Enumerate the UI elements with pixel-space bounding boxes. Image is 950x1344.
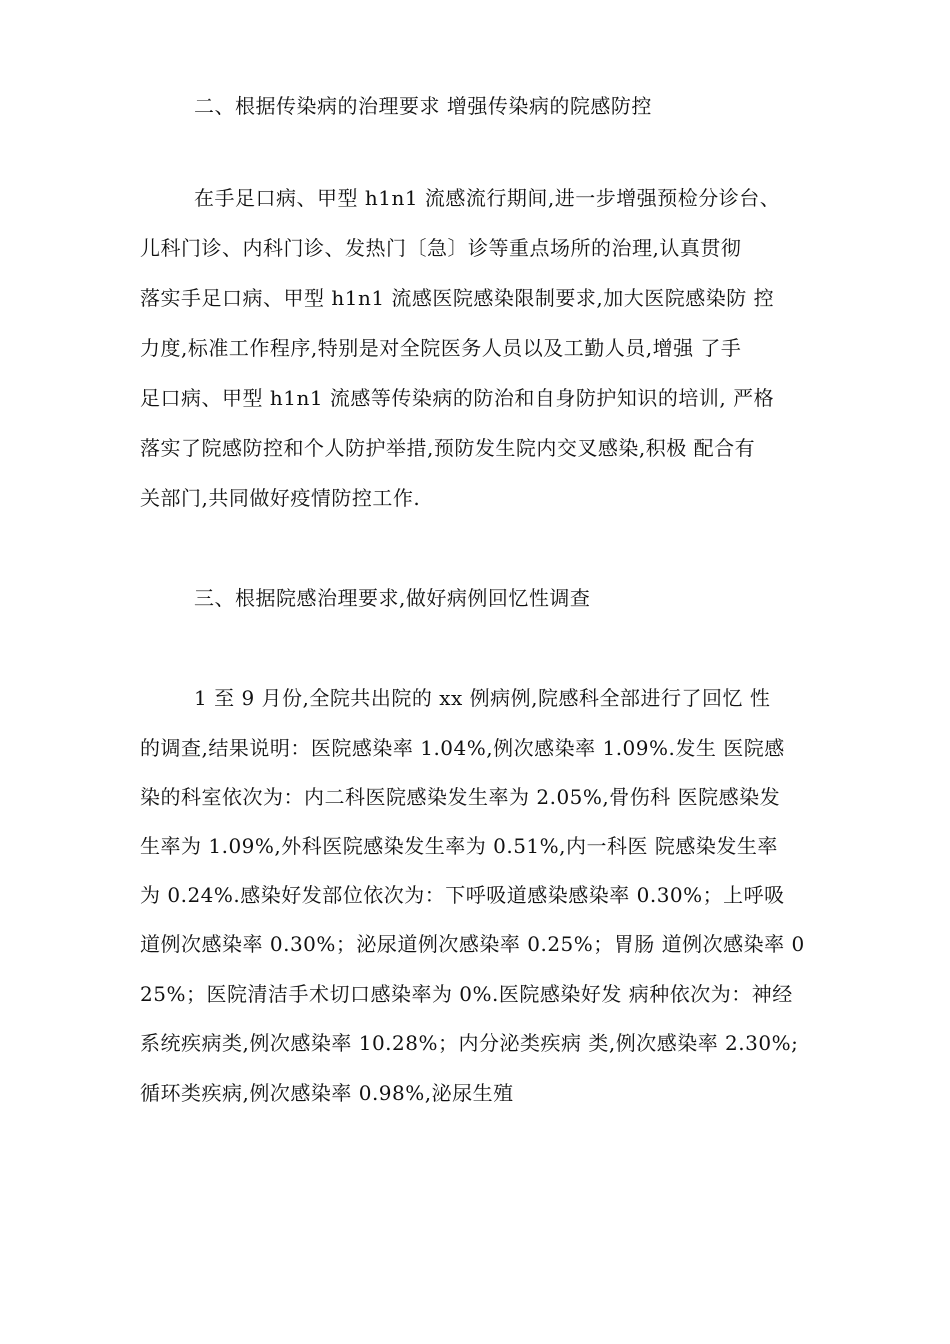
paragraph-line: 1 至 9 月份,全院共出院的 xx 例病例,院感科全部进行了回忆 性 bbox=[194, 686, 771, 710]
paragraph-line: 关部门,共同做好疫情防控工作. bbox=[140, 486, 421, 510]
paragraph-line: 生率为 1.09%,外科医院感染发生率为 0.51%,内一科医 院感染发生率 bbox=[140, 834, 778, 858]
paragraph-line: 落实了院感防控和个人防护举措,预防发生院内交叉感染,积极 配合有 bbox=[140, 436, 756, 460]
paragraph-line: 的调查,结果说明：医院感染率 1.04%,例次感染率 1.09%.发生 医院感 bbox=[140, 736, 785, 760]
paragraph-line: 在手足口病、甲型 h1n1 流感流行期间,进一步增强预检分诊台、 bbox=[194, 186, 781, 210]
paragraph-line: 足口病、甲型 h1n1 流感等传染病的防治和自身防护知识的培训, 严格 bbox=[140, 386, 775, 410]
paragraph-line: 为 0.24%.感染好发部位依次为：下呼吸道感染感染率 0.30%；上呼吸 bbox=[140, 883, 785, 907]
paragraph-line: 染的科室依次为：内二科医院感染发生率为 2.05%,骨伤科 医院感染发 bbox=[140, 785, 781, 809]
section-heading-3: 三、根据院感治理要求,做好病例回忆性调查 bbox=[194, 586, 591, 610]
paragraph-line: 落实手足口病、甲型 h1n1 流感医院感染限制要求,加大医院感染防 控 bbox=[140, 286, 775, 310]
paragraph-line: 25%；医院清洁手术切口感染率为 0%.医院感染好发 病种依次为：神经 bbox=[140, 982, 793, 1006]
paragraph-line: 道例次感染率 0.30%；泌尿道例次感染率 0.25%；胃肠 道例次感染率 0 bbox=[140, 932, 805, 956]
paragraph-line: 力度,标准工作程序,特别是对全院医务人员以及工勤人员,增强 了手 bbox=[140, 336, 742, 360]
paragraph-line: 循环类疾病,例次感染率 0.98%,泌尿生殖 bbox=[140, 1081, 514, 1105]
paragraph-line: 儿科门诊、内科门诊、发热门〔急〕诊等重点场所的治理,认真贯彻 bbox=[140, 236, 742, 260]
section-heading-2: 二、根据传染病的治理要求 增强传染病的院感防控 bbox=[194, 94, 652, 118]
paragraph-line: 系统疾病类,例次感染率 10.28%；内分泌类疾病 类,例次感染率 2.30%; bbox=[140, 1031, 799, 1055]
